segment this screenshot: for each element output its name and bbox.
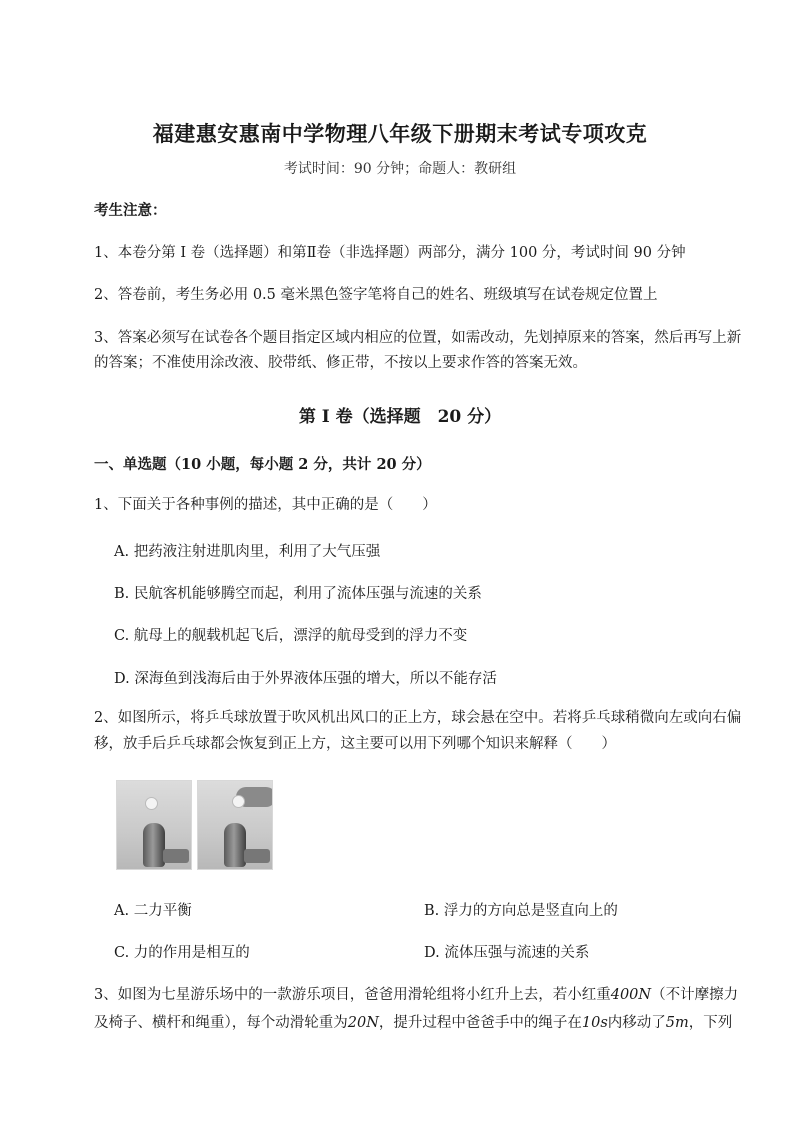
question-3-stem — [94, 982, 754, 1009]
question-2-option-c: C. 力的作用是相互的 — [114, 945, 250, 961]
ping-pong-dryer-figure-right — [197, 780, 273, 870]
question-3-weight: 400N — [610, 987, 652, 1003]
question-1-stem: 1、下面关于各种事例的描述，其中正确的是（ ） — [94, 497, 437, 513]
question-1-option-a: A. 把药液注射进肌肉里，利用了大气压强 — [114, 544, 381, 560]
question-2-stem: 2、如图所示，将乒乓球放置于吹风机出风口的正上方，球会悬在空中。若将乒乓球稍微向左或向右偏 — [94, 710, 742, 726]
question-3-stem — [94, 1010, 754, 1037]
notice-item: 的答案；不准使用涂改液、胶带纸、修正带，不按以上要求作答的答案无效。 — [94, 355, 587, 371]
hair-dryer — [224, 823, 246, 867]
question-2-option-b: B. 浮力的方向总是竖直向上的 — [424, 903, 618, 919]
question-2-option-a: A. 二力平衡 — [114, 903, 192, 919]
question-3-pulley-weight: 20N — [347, 1015, 379, 1031]
hair-dryer — [143, 823, 165, 867]
notice-item: 3、答案必须写在试卷各个题目指定区域内相应的位置，如需改动，先划掉原来的答案，然后再写上新 — [94, 330, 742, 346]
question-1-option-c: C. 航母上的舰载机起飞后，漂浮的航母受到的浮力不变 — [114, 628, 468, 644]
question-2-stem: 移，放手后乒乓球都会恢复到正上方，这主要可以用下列哪个知识来解释（ ） — [94, 736, 616, 752]
page-title: 福建惠安惠南中学物理八年级下册期末考试专项攻克 — [152, 121, 648, 146]
question-3-text: ，提升过程中爸爸手中的绳子在 — [378, 1015, 582, 1031]
question-3-time: 10s — [581, 1015, 608, 1031]
ping-pong-dryer-figure-left — [116, 780, 192, 870]
question-3-text: ，下列 — [688, 1015, 733, 1031]
question-3-text: 及椅子、横杆和绳重），每个动滑轮重为 — [94, 1015, 348, 1031]
notice-item: 2、答卷前，考生务必用 0.5 毫米黑色签字笔将自己的姓名、班级填写在试卷规定位置上 — [94, 287, 658, 303]
ping-pong-ball — [145, 797, 158, 810]
exam-info: 考试时间：90 分钟；命题人：教研组 — [283, 161, 517, 177]
ping-pong-ball — [232, 795, 245, 808]
notice-item: 1、本卷分第 I 卷（选择题）和第Ⅱ卷（非选择题）两部分，满分 100 分，考试时间 90 分钟 — [94, 245, 686, 261]
question-3-text: 3、如图为七星游乐场中的一款游乐项目，爸爸用滑轮组将小红升上去，若小红重 — [94, 987, 611, 1003]
question-2-option-d: D. 流体压强与流速的关系 — [424, 945, 590, 961]
part-heading: 一、单选题（10 小题，每小题 2 分，共计 20 分） — [94, 456, 431, 473]
question-3-text: 内移动了 — [607, 1015, 666, 1031]
question-1-option-b: B. 民航客机能够腾空而起，利用了流体压强与流速的关系 — [114, 586, 482, 602]
hair-dryer-handle — [244, 849, 270, 863]
question-3-distance: 5m — [665, 1015, 689, 1031]
notice-heading: 考生注意： — [94, 202, 167, 219]
question-1-option-d: D. 深海鱼到浅海后由于外界液体压强的增大，所以不能存活 — [114, 671, 497, 687]
hair-dryer-handle — [163, 849, 189, 863]
question-3-text: （不计摩擦力 — [651, 987, 739, 1003]
section-title: 第 I 卷（选择题 20 分） — [298, 407, 502, 427]
